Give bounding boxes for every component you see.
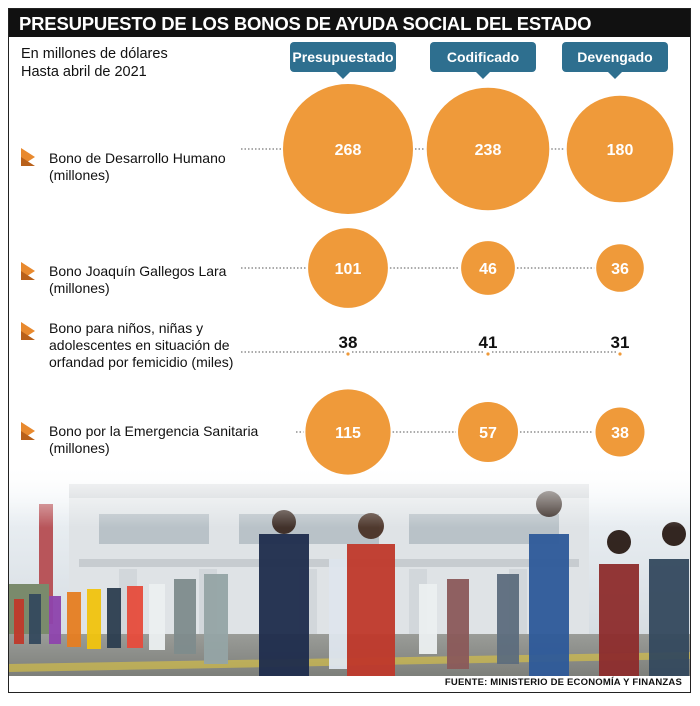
value-label: 41	[478, 333, 498, 352]
bubble-chart	[9, 9, 691, 479]
row-label-line: (millones)	[49, 167, 110, 183]
street-scene-illustration	[9, 464, 690, 676]
column-header-devengado: Devengado	[562, 42, 668, 72]
row-label-line: Bono para niños, niñas y	[49, 320, 204, 336]
dot-marker-devengado	[618, 352, 621, 355]
dot-marker-presupuestado	[346, 352, 349, 355]
bubble-value-label: 38	[611, 425, 629, 442]
background-photo	[9, 464, 690, 676]
row-label-line: (millones)	[49, 440, 110, 456]
subtitle-line-units: En millones de dólares	[21, 46, 168, 62]
value-label: 31	[610, 333, 630, 352]
column-header-presupuestado: Presupuestado	[290, 42, 396, 72]
bubble-value-label: 36	[611, 261, 629, 278]
dot-marker-codificado	[486, 352, 489, 355]
row-label-line: orfandad por femicidio (miles)	[49, 354, 234, 370]
bubble-value-label: 101	[334, 261, 362, 278]
row-label-line: (millones)	[49, 280, 110, 296]
bubble-value-label: 115	[335, 425, 361, 442]
bubble-value-label: 268	[334, 142, 362, 159]
row-label-line: Bono por la Emergencia Sanitaria	[49, 423, 259, 439]
row-label-line: Bono de Desarrollo Humano	[49, 150, 226, 166]
bubble-value-label: 57	[479, 425, 497, 442]
row-label-line: Bono Joaquín Gallegos Lara	[49, 263, 227, 279]
row-label-line: adolescentes en situación de	[49, 337, 230, 353]
infographic-frame	[8, 8, 691, 693]
bubble-value-label: 238	[474, 142, 502, 159]
subtitle-line-date: Hasta abril de 2021	[21, 64, 147, 80]
value-label: 38	[338, 333, 358, 352]
bubble-value-label: 46	[479, 261, 497, 278]
column-header-codificado: Codificado	[430, 42, 536, 72]
bubble-value-label: 180	[606, 142, 634, 159]
chart-title: PRESUPUESTO DE LOS BONOS DE AYUDA SOCIAL DEL ESTADO	[19, 13, 592, 34]
source-note: FUENTE: MINISTERIO DE ECONOMÍA Y FINANZAS	[444, 677, 682, 688]
